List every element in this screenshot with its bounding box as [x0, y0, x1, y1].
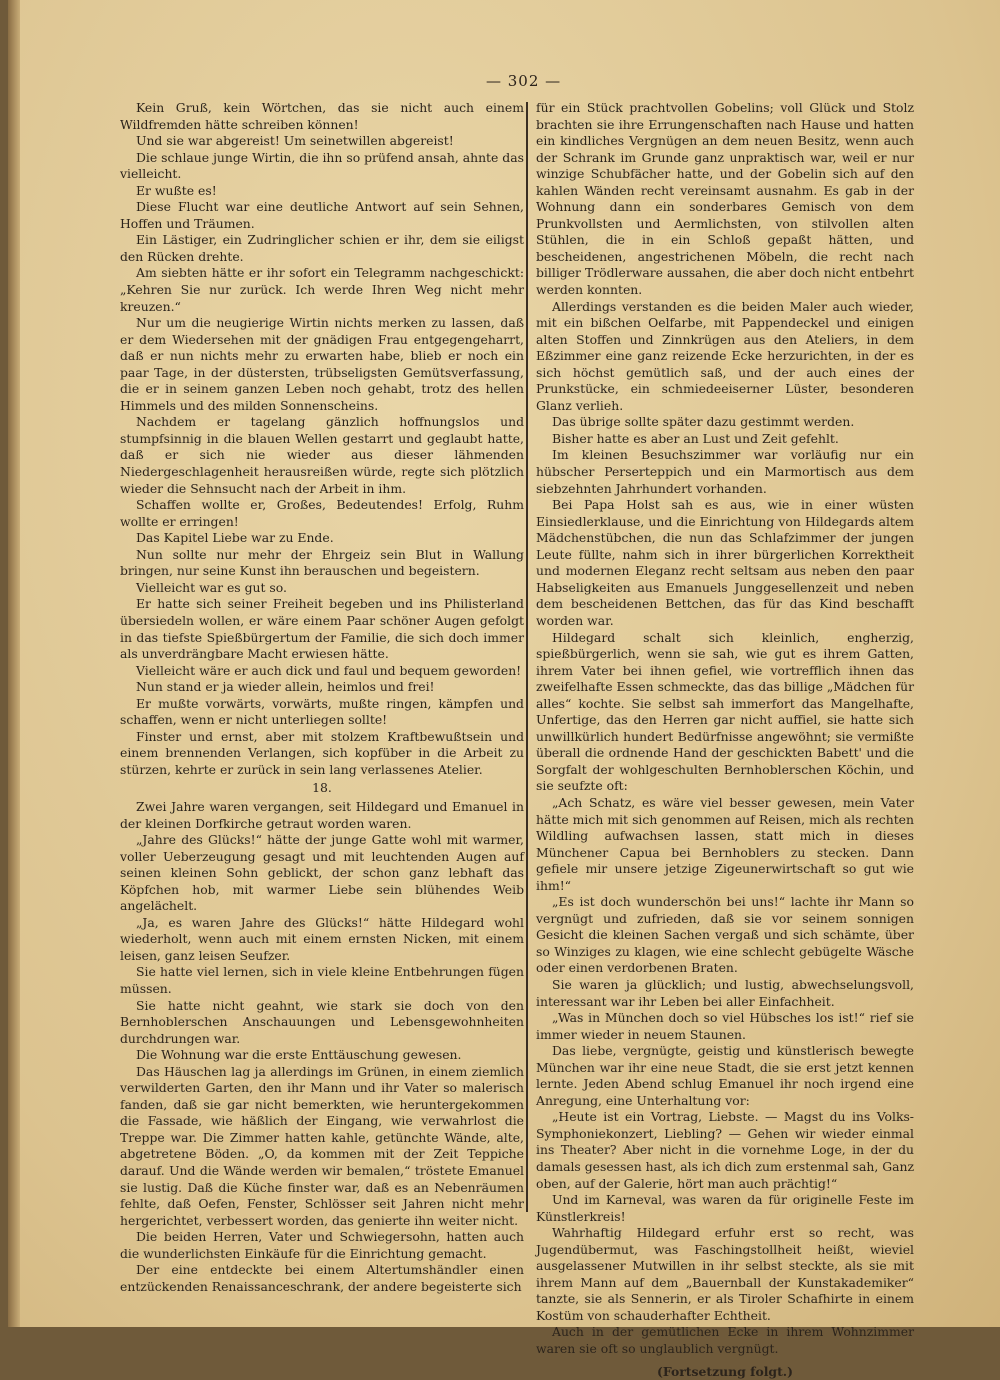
paragraph: Kein Gruß, kein Wörtchen, das sie nicht auch einem Wildfremden hätte schreiben können! [120, 100, 524, 132]
paragraph: Im kleinen Besuchszimmer war vorläufig nur ein hübscher Perserteppich und ein Marmortisch aus dem siebzehnten Jahrhundert vorhanden. [536, 447, 914, 496]
paragraph: Sie hatte viel lernen, sich in viele kleine Entbehrungen fügen müssen. [120, 964, 524, 996]
paragraph: „Ja, es waren Jahre des Glücks!“ hätte Hildegard wohl wiederholt, wenn auch mit einem ernsten Nicken, mit einem leisen, ganz leisen Seufzer. [120, 914, 524, 963]
paragraph: Nun stand er ja wieder allein, heimlos und frei! [136, 679, 435, 695]
paragraph: Er hatte sich seiner Freiheit begeben und ins Philisterland übersiedeln wollen, er wäre einem Paar schöner Augen gefolgt in das tiefste Spießbürgertum der Familie, die sich doch immer als unverdrängbare Macht erwiesen hätte. [120, 596, 524, 662]
continuation-note: (Fortsetzung folgt.) [657, 1363, 793, 1379]
paragraph: Der eine entdeckte bei einem Altertumshändler einen entzückenden Renaissanceschrank, der andere begeisterte sich [120, 1262, 524, 1294]
paragraph: Wahrhaftig Hildegard erfuhr erst so recht, was Jugendübermut, was Faschingstollheit heißt, wieviel ausgelassener Mutwillen in ihr selbst steckte, als sie mit ihrem Mann auf dem „Bauernball der Kunstakademiker“ tanzte, sie als Sennerin, er als Tiroler Schafhirte in einem Kostüm von schauderhafter Echtheit. [536, 1225, 914, 1323]
paragraph: Nun sollte nur mehr der Ehrgeiz sein Blut in Wallung bringen, nur seine Kunst ihn berauschen und begeistern. [120, 546, 524, 579]
paragraph: Zwei Jahre waren vergangen, seit Hildegard und Emanuel in der kleinen Dorfkirche getraut worden waren. [120, 798, 524, 831]
paragraph: Sie hatte nicht geahnt, wie stark sie doch von den Bernhoblerschen Anschauungen und Lebensgewohnheiten durchdrungen war. [120, 997, 524, 1046]
paragraph: Das Häuschen lag ja allerdings im Grünen, in einem ziemlich verwilderten Garten, den ihr Mann und ihr Vater so malerisch fanden, daß sie gar nicht bemerkten, wie heruntergekommen die Fassade, wie häßlich der Eingang, wie verwahrlost die Treppe war. Die Zimmer hatten kahle, getünchte Wände, alte, abgetretene Böden. „O, da kommen mit der Zeit Teppiche darauf. Und die Wände werden wir bemalen,“ tröstete Emanuel sie lustig. Daß die Küche finster war, daß es an Nebenräumen fehlte, daß Oefen, Fenster, Schlösser seit Jahren nicht mehr hergerichtet, verbessert worden, das genierte ihn weiter nicht. [120, 1063, 524, 1228]
paragraph: „Heute ist ein Vortrag, Liebste. — Magst du ins Volks-Symphoniekonzert, Liebling? — Gehen wir wieder einmal ins Theater? Aber nicht in die vornehme Loge, in der du damals gesessen hast, als ich dich zum erstenmal sah, Ganz oben, auf der Galerie, hört man auch prächtig!“ [536, 1109, 914, 1191]
newspaper-page [8, 0, 1000, 1379]
paragraph: Diese Flucht war eine deutliche Antwort auf sein Sehnen, Hoffen und Träumen. [120, 199, 524, 231]
paragraph: Auch in der gemütlichen Ecke in ihrem Wohnzimmer waren sie oft so unglaublich vergnügt. [536, 1324, 914, 1357]
page-binding [8, 0, 20, 1327]
right-column [536, 100, 914, 1380]
paragraph: Die Wohnung war die erste Enttäuschung gewesen. [136, 1047, 462, 1063]
paragraph: Das liebe, vergnügte, geistig und künstlerisch bewegte München war ihr eine neue Stadt, die sie erst jetzt kennen lernte. Jeden Abend schlug Emanuel ihr noch irgend eine Anregung, eine Unterhaltung vor: [536, 1043, 914, 1108]
paragraph: „Ach Schatz, es wäre viel besser gewesen, mein Vater hätte mich mit sich genommen auf Reisen, mich als rechten Wildling aufwachsen lassen, statt mich in dieses Münchener Capua bei Bernhoblers zu stecken. Dann gefiele mir unsere jetzige Zigeunerwirtschaft so gut wie ihm!“ [536, 794, 914, 893]
paragraph: Nur um die neugierige Wirtin nichts merken zu lassen, daß er dem Wiedersehen mit der gnädigen Frau entgegengeharrt, daß er nun nichts mehr zu erwarten habe, blieb er noch ein paar Tage, in der düstersten, trübseligsten Gemütsverfassung, die er in seinem ganzen Leben noch gehabt, trotz des hellen Himmels und des milden Sonnenscheins. [120, 315, 524, 413]
paragraph: Vielleicht wäre er auch dick und faul und bequem geworden! [136, 662, 522, 678]
paragraph: Bisher hatte es aber an Lust und Zeit gefehlt. [552, 430, 839, 446]
paragraph: Das übrige sollte später dazu gestimmt werden. [552, 414, 855, 430]
paragraph: Und sie war abgereist! Um seinetwillen abgereist! [136, 133, 454, 149]
column-divider [526, 102, 528, 1212]
paragraph: Das Kapitel Liebe war zu Ende. [136, 530, 334, 546]
chapter-heading: 18. [312, 780, 332, 796]
paragraph: Er wußte es! [136, 182, 217, 198]
paragraph: Vielleicht war es gut so. [136, 579, 287, 595]
paragraph: Er mußte vorwärts, vorwärts, mußte ringen, kämpfen und schaffen, wenn er nicht unterliegen sollte! [120, 695, 524, 728]
paragraph: Schaffen wollte er, Großes, Bedeutendes! Erfolg, Ruhm wollte er erringen! [120, 497, 524, 529]
paragraph: Ein Lästiger, ein Zudringlicher schien er ihr, dem sie eiligst den Rücken drehte. [120, 232, 524, 264]
paragraph: Finster und ernst, aber mit stolzem Kraftbewußtsein und einem brennenden Verlangen, sich kopfüber in die Arbeit zu stürzen, kehrte er zurück in sein lang verlassenes Atelier. [120, 728, 524, 777]
paragraph: Sie waren ja glücklich; und lustig, abwechselungsvoll, interessant war ihr Leben bei aller Einfachheit. [536, 976, 914, 1009]
paragraph: Allerdings verstanden es die beiden Maler auch wieder, mit ein bißchen Oelfarbe, mit Pappendeckel und einigen alten Stoffen und Zinnkrügen aus den Ateliers, in dem Eßzimmer eine ganz reizende Ecke herzurichten, in der es sich höchst gemütlich saß, und der auch eines der Prunkstücke, ein schmiedeeiserner Lüster, besonderen Glanz verlieh. [536, 298, 914, 413]
paragraph: Die beiden Herren, Vater und Schwiegersohn, hatten auch die wunderlichsten Einkäufe für die Einrichtung gemacht. [120, 1229, 524, 1261]
paragraph: Nachdem er tagelang gänzlich hoffnungslos und stumpfsinnig in die blauen Wellen gestarrt und geglaubt hatte, daß er sich nie wieder aus dieser lähmenden Niedergeschlagenheit herausreißen würde, regte sich plötzlich wieder die Sehnsucht nach der Arbeit in ihm. [120, 414, 524, 496]
paragraph: für ein Stück prachtvollen Gobelins; voll Glück und Stolz brachten sie ihre Errungenschaften nach Hause und hatten ein kindliches Vergnügen an dem neuen Besitz, wenn auch der Schrank im Grunde ganz unpraktisch war, weil er nur winzige Schubfächer hatte, und der Gobelin sich auf den kahlen Wänden recht vereinsamt ausnahm. Es gab in der Wohnung dann ein sonderbares Gemisch von dem Prunkvollsten und Aermlichsten, von stilvollen alten Stühlen, die in ein Schloß gepaßt hätten, und bescheidenen, angestrichenen Möbeln, die recht nach billiger Trödlerware aussahen, die aber doch nicht entbehrt werden konnten. [536, 100, 914, 298]
paragraph: Und im Karneval, was waren da für originelle Feste im Künstlerkreis! [536, 1192, 914, 1224]
left-column [120, 100, 524, 1295]
paragraph: „Was in München doch so viel Hübsches los ist!“ rief sie immer wieder in neuem Staunen. [536, 1010, 914, 1042]
paragraph: Am siebten hätte er ihr sofort ein Telegramm nachgeschickt: „Kehren Sie nur zurück. Ich werde Ihren Weg nicht mehr kreuzen.“ [120, 265, 524, 314]
paragraph: Bei Papa Holst sah es aus, wie in einer wüsten Einsiedlerklause, und die Einrichtung von Hildegards altem Mädchenstübchen, die nun das Schlafzimmer der jungen Leute füllte, nahm sich in ihrer bürgerlichen Korrektheit und modernen Eleganz recht seltsam aus neben den paar Habseligkeiten aus Emanuels Junggesellenzeit und neben dem bescheidenen Bettchen, das für das Kind beschafft worden war. [536, 497, 914, 628]
paragraph: Die schlaue junge Wirtin, die ihn so prüfend ansah, ahnte das vielleicht. [120, 149, 524, 182]
paragraph: „Jahre des Glücks!“ hätte der junge Gatte wohl mit warmer, voller Ueberzeugung gesagt und mit leuchtenden Augen auf seinen kleinen Sohn geblickt, der schon ganz lebhaft das Köpfchen hob, mit warmer Liebe sein blühendes Weib angelächelt. [120, 832, 524, 914]
page-number: — 302 — [486, 72, 562, 90]
paragraph: Hildegard schalt sich kleinlich, engherzig, spießbürgerlich, wenn sie sah, wie gut es ihrem Gatten, ihrem Vater bei ihnen gefiel, wie vortrefflich ihnen das zweifelhafte Essen schmeckte, das das billige „Mädchen für alles“ kochte. Sie selbst sah immerfort das Mangelhafte, Unfertige, das den Herren gar nicht auffiel, sie hatte sich unwillkürlich hundert Bedürfnisse angewöhnt; sie vermißte überall die ordnende Hand der geschickten Babett' und die Sorgfalt der wohlgeschulten Bernhoblerschen Köchin, und sie seufzte oft: [536, 629, 914, 794]
paragraph: „Es ist doch wunderschön bei uns!“ lachte ihr Mann so vergnügt und zufrieden, daß sie vor seinem sonnigen Gesicht die kleinen Sachen vergaß und sich schämte, über so Winziges zu klagen, wie eine schlecht gebügelte Wäsche oder einen verdorbenen Braten. [536, 894, 914, 976]
